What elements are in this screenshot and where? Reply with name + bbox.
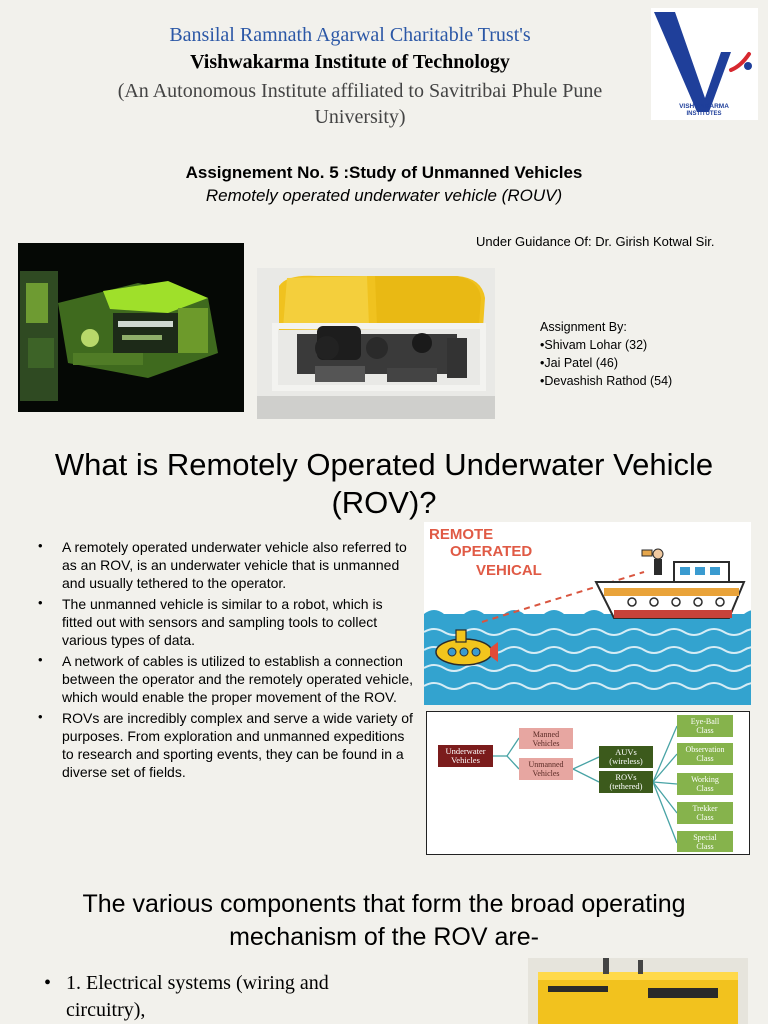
member-item: •Shivam Lohar (32) bbox=[540, 338, 648, 352]
rov-photo-yellow bbox=[257, 268, 495, 419]
cartoon-text: VEHICAL bbox=[476, 562, 542, 579]
rov-photo-yellow-partial bbox=[528, 958, 748, 1024]
list-item: • ROVs are incredibly complex and serve a wide variety of purposes. From exploration and unmanned expeditions to research and sporting events, they can be found in a diverse set of fields. bbox=[38, 709, 413, 780]
institute-name: Vishwakarma Institute of Technology bbox=[190, 51, 510, 73]
rov-cartoon-illustration bbox=[424, 522, 751, 705]
svg-text:INSTITUTES: INSTITUTES bbox=[686, 111, 722, 117]
guidance-text: Under Guidance Of: Dr. Girish Kotwal Sir. bbox=[476, 234, 715, 249]
section-heading-rov: What is Remotely Operated Underwater Vehicle (ROV)? bbox=[54, 447, 714, 520]
section-heading-components: The various components that form the broad operating mechanism of the ROV are- bbox=[82, 890, 686, 951]
svg-text:TrekkerClass: Trekker Class bbox=[692, 804, 718, 822]
svg-text:ROVs(tethered): ROVs (tethered) bbox=[609, 772, 643, 791]
svg-text:VISHWAKARMA: VISHWAKARMA bbox=[679, 103, 729, 110]
svg-text:ObservationClass: Observation Class bbox=[685, 745, 725, 763]
institute-logo bbox=[651, 8, 758, 120]
svg-text:MannedVehicles: Manned Vehicles bbox=[532, 730, 560, 748]
assignment-by-label: Assignment By: bbox=[540, 320, 627, 334]
rov-bullet-list bbox=[38, 538, 413, 784]
list-item: • A network of cables is utilized to establish a connection between the operator and the remotely operated vehicle, which would enable the proper movement of the ROV. bbox=[38, 652, 414, 705]
svg-text:UnderwaterVehicles: Underwater Vehicles bbox=[445, 746, 486, 765]
rov-photo-night bbox=[18, 243, 244, 412]
cartoon-text: REMOTE bbox=[429, 526, 494, 543]
svg-text:SpecialClass: Special Class bbox=[693, 833, 717, 851]
svg-text:Eye-BallClass: Eye-Ball Class bbox=[690, 717, 720, 735]
svg-text:WorkingClass: Working Class bbox=[691, 775, 719, 793]
components-list bbox=[44, 970, 384, 1024]
svg-text:AUVs(wireless): AUVs (wireless) bbox=[609, 747, 643, 766]
svg-text:UnmannedVehicles: Unmanned Vehicles bbox=[528, 760, 564, 778]
list-item: • The unmanned vehicle is similar to a robot, which is fitted out with sensors and sampling tools to collect various types of data. bbox=[38, 595, 383, 648]
affiliation-text: (An Autonomous Institute affiliated to Savitribai Phule Pune University) bbox=[117, 80, 603, 128]
assignment-by bbox=[540, 318, 672, 390]
assignment-subtitle: Remotely operated underwater vehicle (ROUV) bbox=[205, 186, 563, 205]
rov-classification-diagram bbox=[426, 711, 750, 855]
member-item: •Devashish Rathod (54) bbox=[540, 374, 673, 388]
member-item: •Jai Patel (46) bbox=[540, 356, 619, 370]
trust-name: Bansilal Ramnath Agarwal Charitable Trust's bbox=[169, 24, 531, 46]
list-item: • 1. Electrical systems (wiring and circuitry), bbox=[44, 972, 329, 1021]
cartoon-text: OPERATED bbox=[450, 543, 533, 560]
assignment-title: Assignement No. 5 :Study of Unmanned Vehicles bbox=[185, 163, 583, 182]
list-item: • A remotely operated underwater vehicle also referred to as an ROV, is an underwater vehicle that is unmanned and usually tethered to the operator. bbox=[38, 538, 407, 591]
